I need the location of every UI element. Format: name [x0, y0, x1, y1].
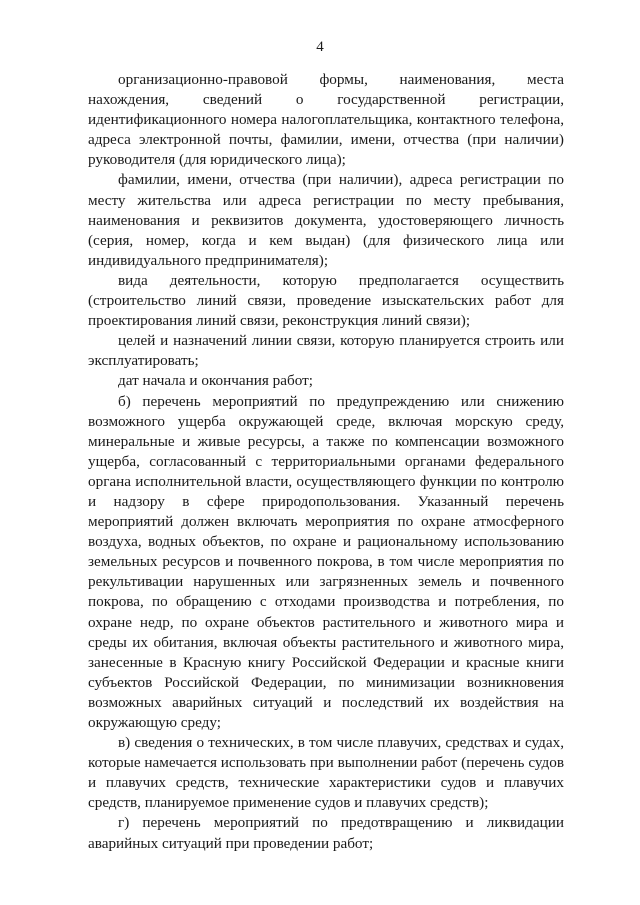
- paragraph-work-dates: дат начала и окончания работ;: [118, 372, 313, 390]
- paragraph-activity-type: вида деятельности, которую предполагается осуществить (строительство линий связи, проведение изыскательских работ для проектирования линий связи, реконструкция линий связи);: [88, 271, 564, 330]
- paragraph-item-b: б) перечень мероприятий по предупреждению или снижению возможного ущерба окружающей среде, включая морскую среду, минеральные и живые ресурсы, а также по компенсации возможного ущерба, согласованный с территориальными органами федерального органа исполнительной власти, осуществляющего функции по контролю и надзору в сфере природопользования. Указанный перечень мероприятий должен включать мероприятия по охране атмосферного воздуха, водных объектов, по охране и рациональному использованию земельных ресурсов и почвенного покрова, в том числе мероприятия по рекультивации нарушенных или загрязненных земель и почвенного покрова, по обращению с отходами производства и потребления, по охране недр, по охране объектов растительного и животного мира и среды их обитания, включая объекты растительного и животного мира, занесенные в Красную книгу Российской Федерации и красные книги субъектов Российской Федерации, по минимизации возникновения возможных аварийных ситуаций и последствий их воздействия на окружающую среду;: [88, 392, 564, 731]
- paragraph-person-info: фамилии, имени, отчества (при наличии), адреса регистрации по месту жительства или адреса регистрации по месту пребывания, наименования и реквизитов документа, удостоверяющего личность (серия, номер, когда и кем выдан) (для физического лица или индивидуального предпринимателя);: [88, 171, 564, 269]
- paragraph-line-purpose: целей и назначений линии связи, которую планируется строить или эксплуатировать;: [88, 332, 564, 370]
- paragraph-item-g: г) перечень мероприятий по предотвращению и ликвидации аварийных ситуаций при проведении работ;: [88, 814, 564, 852]
- document-body: [88, 70, 564, 854]
- page-number: 4: [316, 39, 324, 55]
- paragraph-item-v: в) сведения о технических, в том числе плавучих, средствах и судах, которые намечается использовать при выполнении работ (перечень судов и плавучих средств, технические характеристики судов и плавучих средств, планируемое применение судов и плавучих средств);: [88, 734, 564, 812]
- paragraph-org-info: организационно-правовой формы, наименования, места нахождения, сведений о государственной регистрации, идентификационного номера налогоплательщика, контактного телефона, адреса электронной почты, фамилии, имени, отчества (при наличии) руководителя (для юридического лица);: [88, 71, 564, 169]
